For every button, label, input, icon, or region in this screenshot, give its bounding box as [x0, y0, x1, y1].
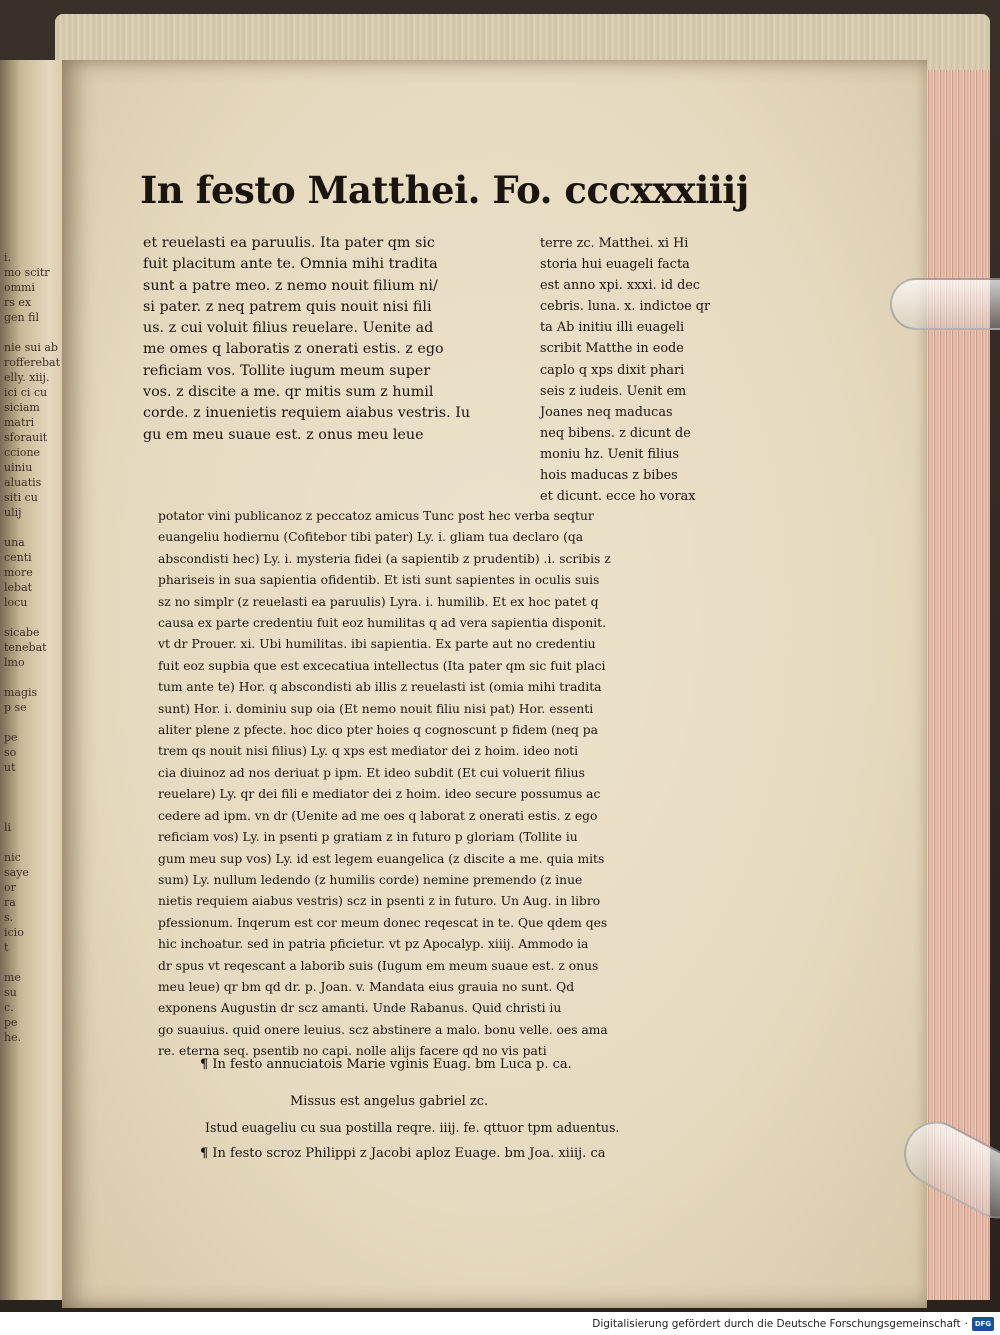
- text-line: Joanes neq maducas: [540, 404, 673, 420]
- text-line: est anno xpi. xxxi. id dec: [540, 278, 701, 294]
- text-line: euangeliu hodiernu (Cofitebor tibi pater) Ly. i. gliam tua declaro (qa: [158, 530, 584, 545]
- text-line: vt dr Prouer. xi. Ubi humilitas. ibi sapientia. Ex parte aut no credentiu: [158, 637, 596, 652]
- text-line: ta Ab initiu illi euageli: [540, 320, 685, 336]
- text-line: caplo q xps dixit phari: [540, 362, 685, 378]
- text-line: sz no simplr (z reuelasti ea paruulis) Lyra. i. humilib. Et ex hoc patet q: [158, 594, 599, 609]
- text-line: reficiam vos. Tollite iugum meum super: [143, 362, 431, 379]
- text-line: exponens Augustin dr scz amanti. Unde Rabanus. Quid christi iu: [158, 1001, 562, 1016]
- text-line: pfessionum. Inqerum est cor meum donec reqescat in te. Que qdem qes: [158, 915, 608, 930]
- text-line: vos. z discite a me. qr mitis sum z humil: [143, 384, 434, 401]
- glass-weight-top: [890, 278, 1000, 330]
- text-line: moniu hz. Uenit filius: [540, 446, 680, 462]
- text-line: hois maducas z bibes: [540, 468, 678, 484]
- rubric-annunciation: [200, 1057, 572, 1072]
- text-line: cebris. luna. x. indictoe qr: [540, 299, 711, 315]
- text-line: et dicunt. ecce ho vorax: [540, 489, 696, 505]
- text-line: nietis requiem aiabus vestris) scz in psenti z in futuro. Un Aug. in libro: [158, 894, 601, 909]
- text-line: fuit placitum ante te. Omnia mihi tradita: [143, 256, 438, 273]
- text-line: me omes q laboratis z onerati estis. z ego: [143, 341, 444, 358]
- text-line: neq bibens. z dicunt de: [540, 425, 691, 441]
- text-line: si pater. z neq patrem quis nouit nisi fili: [143, 298, 432, 315]
- text-line: reficiam vos) Ly. in psenti p gratiam z in futuro p gloriam (Tollite iu: [158, 830, 578, 845]
- right-column-text: [540, 233, 760, 507]
- pilcrow-icon: ¶: [200, 1057, 209, 1072]
- text-line: sum) Ly. nullum ledendo (z humilis corde) nemine premendo (z inue: [158, 872, 583, 887]
- text-line: hic inchoatur. sed in patria pficietur. vt pz Apocalyp. xiiij. Ammodo ia: [158, 937, 589, 952]
- text-line: sunt a patre meo. z nemo nouit filium ni/: [143, 277, 438, 294]
- text-line: reuelare) Ly. qr dei fili e mediator dei z hoim. ideo secure possumus ac: [158, 787, 601, 802]
- text-line: re. eterna seq. psentib no capi. nolle alijs facere qd no vis pati: [158, 1044, 547, 1059]
- text-line: tum ante te) Hor. q abscondisti ab illis z reuelasti ist (omia mihi tradita: [158, 680, 602, 695]
- left-page-edge: [0, 60, 70, 1300]
- text-line: dr spus vt reqescant a laborib suis (Iugum em meum suaue est. z onus: [158, 958, 599, 973]
- text-line: seis z iudeis. Uenit em: [540, 383, 687, 399]
- text-line: terre zc. Matthei. xi Hi: [540, 236, 689, 251]
- text-line: gu em meu suaue est. z onus meu leue: [143, 426, 424, 443]
- commentary-body: [158, 506, 758, 1063]
- note-annunciation: Istud euageliu cu sua postilla reqre. iiij. fe. qttuor tpm aduentus.: [205, 1120, 620, 1135]
- rubric-philip-text: In festo scroz Philippi z Jacobi aploz Euage. bm Joa. xiiij. ca: [212, 1146, 606, 1161]
- text-line: us. z cui voluit filius reuelare. Uenite ad: [143, 320, 434, 337]
- incipit-annunciation: Missus est angelus gabriel zc.: [290, 1094, 489, 1109]
- rubric-annunciation-text: In festo annuciatois Marie vginis Euag. bm Luca p. ca.: [212, 1057, 572, 1072]
- text-line: sunt) Hor. i. dominiu sup oia (Et nemo nouit filiu nisi pat) Hor. essenti: [158, 701, 594, 716]
- fore-edge-pages: [920, 70, 990, 1300]
- text-line: fuit eoz supbia que est excecatiua intellectus (Ita pater qm sic fuit placi: [158, 658, 606, 673]
- text-line: causa ex parte credentiu fuit eoz humilitas q ad vera sapientia disponit.: [158, 616, 607, 631]
- text-line: corde. z inuenietis requiem aiabus vestris. Iu: [143, 405, 471, 422]
- footer-credit-bar: [0, 1312, 1000, 1335]
- text-line: abscondisti hec) Ly. i. mysteria fidei (a sapientib z prudentib) .i. scribis z: [158, 551, 611, 566]
- text-line: potator vini publicanoz z peccatoz amicus Tunc post hec verba seqtur: [158, 509, 594, 523]
- text-line: trem qs nouit nisi filius) Ly. q xps est mediator dei z hoim. ideo noti: [158, 744, 579, 759]
- footer-separator: ·: [964, 1317, 968, 1330]
- footer-credit: Digitalisierung gefördert durch die Deutsche Forschungsgemeinschaft: [592, 1317, 961, 1330]
- text-line: gum meu sup vos) Ly. id est legem euangelica (z discite a me. quia mits: [158, 851, 605, 866]
- text-line: cedere ad ipm. vn dr (Uenite ad me oes q laborat z onerati estis. z ego: [158, 808, 598, 823]
- text-line: meu leue) qr bm qd dr. p. Joan. v. Mandata eius grauia no sunt. Qd: [158, 979, 575, 994]
- text-line: cia diuinoz ad nos deriuat p ipm. Et ideo subdit (Et cui voluerit filius: [158, 765, 585, 780]
- text-line: storia hui euageli facta: [540, 257, 690, 273]
- dfg-logo-icon: DFG: [972, 1317, 994, 1331]
- text-line: go suauius. quid onere leuius. scz abstinere a malo. bonu velle. oes ama: [158, 1022, 608, 1037]
- text-line: et reuelasti ea paruulis. Ita pater qm sic: [143, 235, 435, 251]
- left-column-text: [143, 233, 523, 446]
- running-header: In festo Matthei. Fo. cccxxxiiij: [140, 168, 749, 212]
- rubric-philip-james: [200, 1146, 605, 1161]
- left-page-text-fragments: i. mo scitr ommi rs ex gen fil nie sui ab rofferebat elly. xiij. ici ci cu siciam matri sforauit ccione uiniu aluatis siti cu ulij una centi more lebat locu sicabe tenebat lmo magis p se pe so ut li nic saye or ra s. icio t me su c. pe he.: [4, 251, 60, 1044]
- text-line: phariseis in sua sapientia ofidentib. Et isti sunt sapientes in oculis suis: [158, 573, 600, 588]
- text-line: aliter plene z pfecte. hoc dico pter hoies q cognoscunt p fidem (neq pa: [158, 723, 598, 738]
- text-line: scribit Matthe in eode: [540, 341, 684, 357]
- pilcrow-icon: ¶: [200, 1146, 209, 1161]
